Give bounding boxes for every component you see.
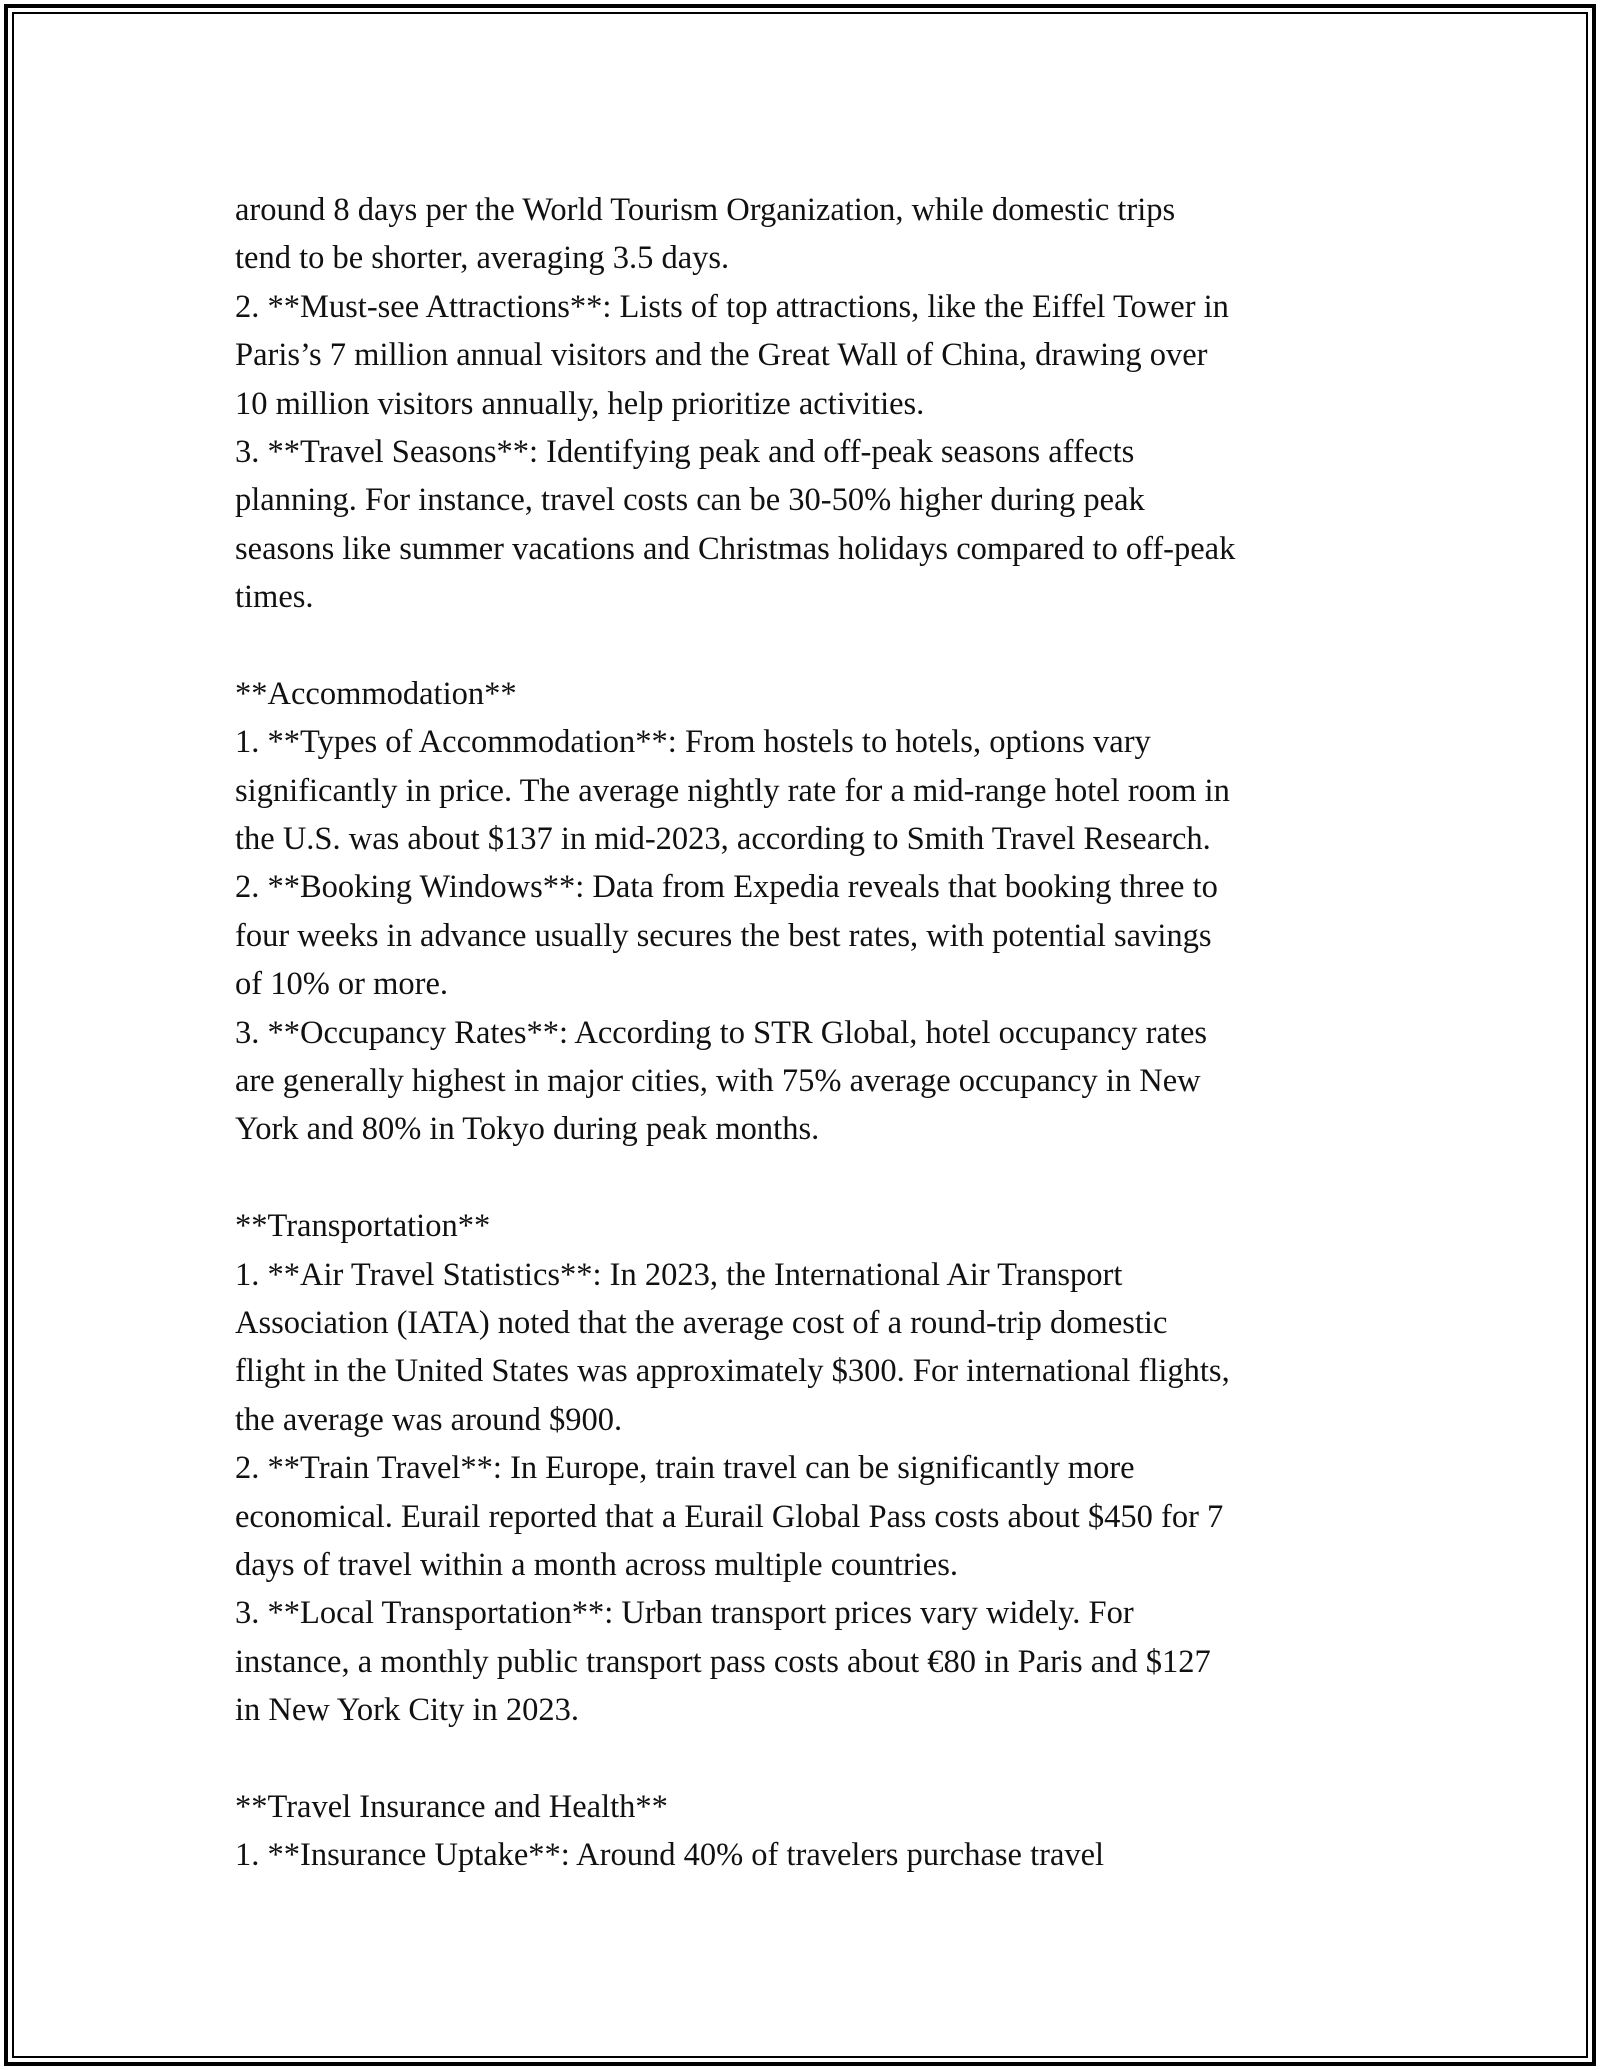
text-line: four weeks in advance usually secures the best rates, with potential savings	[235, 917, 1212, 954]
section-heading: **Transportation**	[235, 1208, 491, 1245]
text-line: the U.S. was about $137 in mid-2023, according to Smith Travel Research.	[235, 821, 1211, 858]
text-line: 2. **Train Travel**: In Europe, train travel can be significantly more	[235, 1450, 1135, 1487]
paragraph-gap	[235, 622, 1375, 670]
text-line: 1. **Types of Accommodation**: From hostels to hotels, options vary	[235, 724, 1151, 761]
text-line: 2. **Must-see Attractions**: Lists of top attractions, like the Eiffel Tower in	[235, 288, 1229, 325]
text-line: times.	[235, 579, 314, 616]
text-line: 3. **Occupancy Rates**: According to STR Global, hotel occupancy rates	[235, 1014, 1208, 1051]
paragraph-gap	[235, 1154, 1375, 1202]
text-line: 10 million visitors annually, help prioritize activities.	[235, 385, 925, 422]
section-accommodation	[235, 670, 1375, 1154]
section-heading: **Accommodation**	[235, 675, 517, 712]
text-line: York and 80% in Tokyo during peak months.	[235, 1111, 820, 1148]
text-line: planning. For instance, travel costs can be 30-50% higher during peak	[235, 482, 1145, 519]
text-line: Association (IATA) noted that the average cost of a round-trip domestic	[235, 1304, 1168, 1341]
text-line: 2. **Booking Windows**: Data from Expedia reveals that booking three to	[235, 869, 1218, 906]
text-line: tend to be shorter, averaging 3.5 days.	[235, 240, 730, 277]
text-line: 3. **Local Transportation**: Urban transport prices vary widely. For	[235, 1595, 1134, 1632]
text-line: are generally highest in major cities, with 75% average occupancy in New	[235, 1063, 1201, 1100]
document-body	[235, 186, 1375, 1880]
text-line: around 8 days per the World Tourism Organization, while domestic trips	[235, 192, 1176, 228]
text-line: significantly in price. The average nightly rate for a mid-range hotel room in	[235, 772, 1230, 809]
text-line: in New York City in 2023.	[235, 1692, 579, 1729]
text-line: 1. **Air Travel Statistics**: In 2023, the International Air Transport	[235, 1256, 1123, 1293]
text-line: flight in the United States was approximately $300. For international flights,	[235, 1353, 1230, 1390]
text-block-intro	[235, 186, 1375, 622]
text-line: seasons like summer vacations and Christmas holidays compared to off-peak	[235, 530, 1236, 567]
text-line: the average was around $900.	[235, 1401, 623, 1438]
text-line: instance, a monthly public transport pass costs about €80 in Paris and $127	[235, 1643, 1211, 1680]
paragraph-gap	[235, 1735, 1375, 1783]
section-travel-insurance-health	[235, 1783, 1375, 1880]
text-line: economical. Eurail reported that a Eurail Global Pass costs about $450 for 7	[235, 1498, 1224, 1535]
section-heading: **Travel Insurance and Health**	[235, 1788, 668, 1825]
text-line: 1. **Insurance Uptake**: Around 40% of travelers purchase travel	[235, 1837, 1105, 1874]
text-line: 3. **Travel Seasons**: Identifying peak and off-peak seasons affects	[235, 433, 1135, 470]
text-line: of 10% or more.	[235, 966, 448, 1003]
section-transportation	[235, 1202, 1375, 1734]
text-line: days of travel within a month across multiple countries.	[235, 1546, 958, 1583]
text-line: Paris’s 7 million annual visitors and the Great Wall of China, drawing over	[235, 337, 1208, 374]
